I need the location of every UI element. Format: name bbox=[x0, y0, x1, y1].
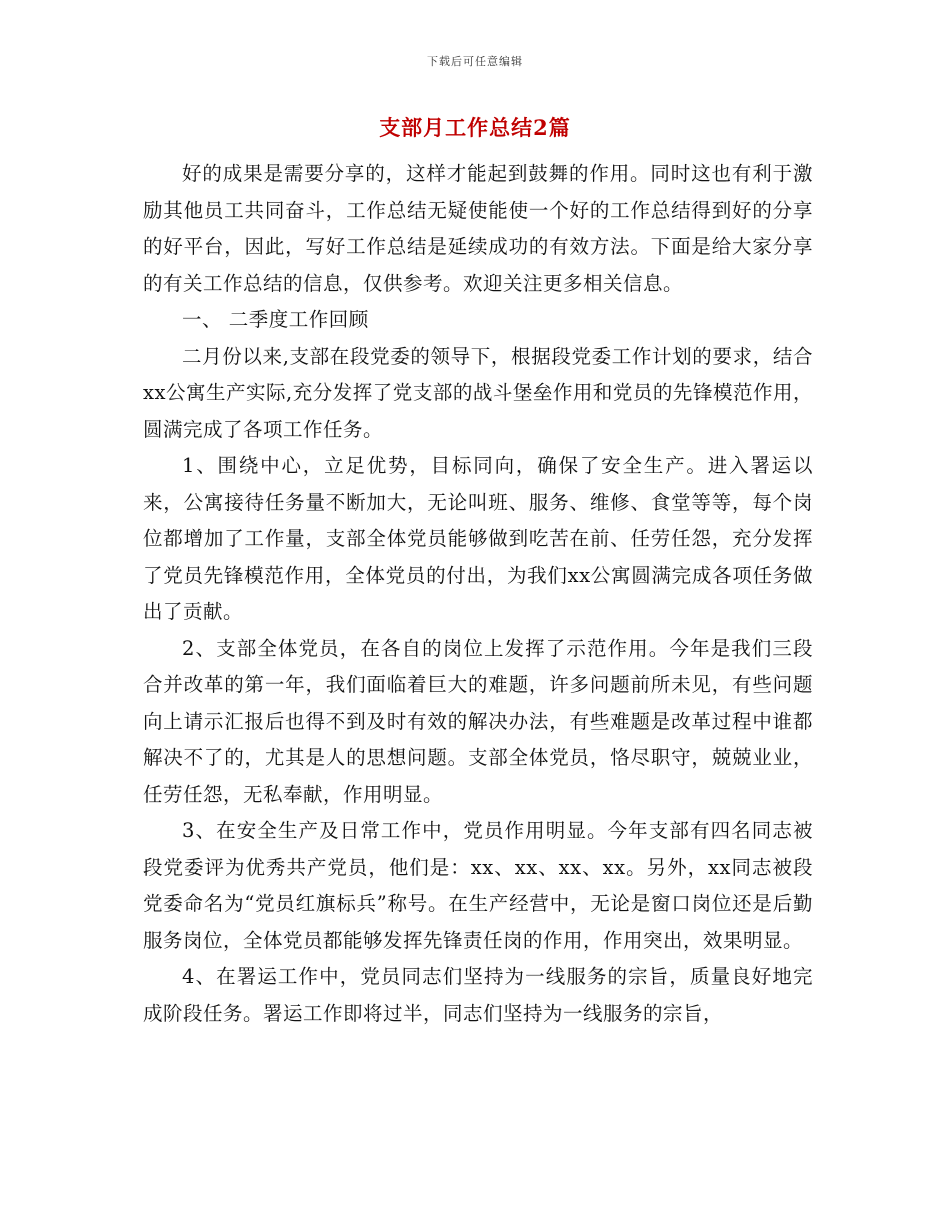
section-heading: 一、 二季度工作回顾 bbox=[182, 308, 369, 331]
body-paragraph: 2、支部全体党员，在各自的岗位上发挥了示范作用。今年是我们三段合并改革的第一年，我们面临着巨大的难题，许多问题前所未见，有些问题向上请示汇报后也得不到及时有效的解决办法，有些难题是改革过程中谁都解决不了的，尤其是人的思想问题。支部全体党员，恪尽职守，兢兢业业，任劳任怨，无私奉献，作用明显。 bbox=[143, 636, 813, 806]
document-body bbox=[143, 156, 813, 1032]
body-paragraph: 1、围绕中心，立足优势，目标同向，确保了安全生产。进入署运以来，公寓接待任务量不断加大，无论叫班、服务、维修、食堂等等，每个岗位都增加了工作量，支部全体党员能够做到吃苦在前、任劳任怨，充分发挥了党员先锋模范作用，全体党员的付出，为我们xx公寓圆满完成各项任务做出了贡献。 bbox=[143, 454, 813, 623]
body-paragraph: 二月份以来,支部在段党委的领导下，根据段党委工作计划的要求，结合xx公寓生产实际,充分发挥了党支部的战斗堡垒作用和党员的先锋模范作用，圆满完成了各项工作任务。 bbox=[143, 344, 813, 441]
body-paragraph: 3、在安全生产及日常工作中，党员作用明显。今年支部有四名同志被段党委评为优秀共产党员，他们是：xx、xx、xx、xx。另外，xx同志被段党委命名为“党员红旗标兵”称号。在生产经营中，无论是窗口岗位还是后勤服务岗位，全体党员都能够发挥先锋责任岗的作用，作用突出，效果明显。 bbox=[143, 819, 813, 952]
page-header-note: 下载后可任意编辑 bbox=[427, 55, 523, 68]
document-title: 支部月工作总结2篇 bbox=[379, 115, 571, 140]
body-paragraph: 4、在署运工作中，党员同志们坚持为一线服务的宗旨，质量良好地完成阶段任务。署运工作即将过半，同志们坚持为一线服务的宗旨， bbox=[143, 965, 813, 1025]
intro-paragraph: 好的成果是需要分享的，这样才能起到鼓舞的作用。同时这也有利于激励其他员工共同奋斗，工作总结无疑使能使一个好的工作总结得到好的分享的好平台，因此，写好工作总结是延续成功的有效方法。下面是给大家分享的有关工作总结的信息，仅供参考。欢迎关注更多相关信息。 bbox=[143, 162, 813, 295]
